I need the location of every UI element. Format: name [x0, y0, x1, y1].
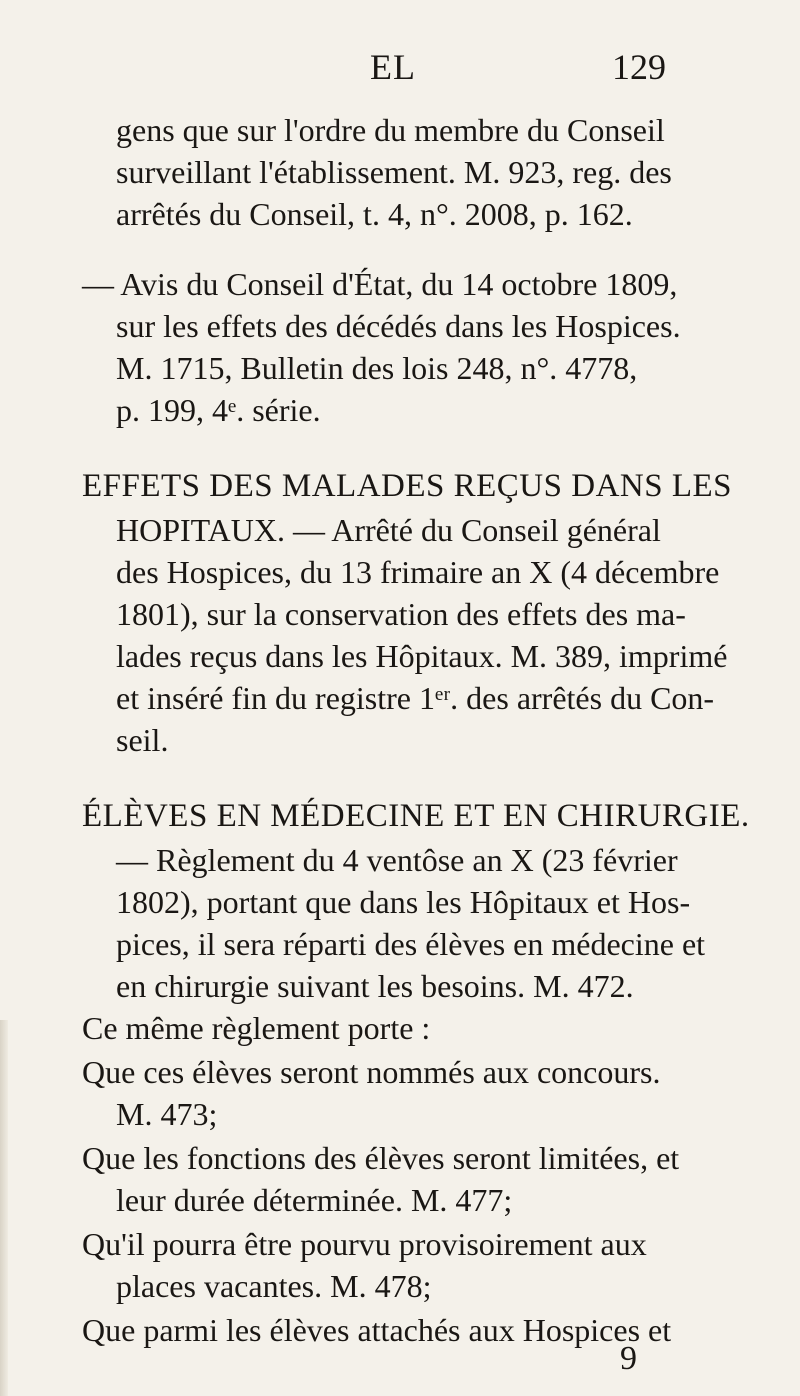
section-heading: EFFETS DES MALADES REÇUS DANS LES	[82, 468, 733, 504]
text-line: 1802), portant que dans les Hôpitaux et Hos-	[116, 884, 691, 920]
text-line: — Avis du Conseil d'État, du 14 octobre 1809,	[82, 266, 678, 302]
text-line: p. 199, 4ᵉ. série.	[116, 392, 321, 428]
running-head-title: EL	[370, 47, 416, 87]
text-line: M. 473;	[116, 1096, 218, 1132]
text-line: M. 1715, Bulletin des lois 248, n°. 4778,	[116, 350, 638, 386]
signature-mark: 9	[620, 1340, 637, 1377]
text-line: leur durée déterminée. M. 477;	[116, 1182, 513, 1218]
text-line: lades reçus dans les Hôpitaux. M. 389, imprimé	[116, 638, 728, 674]
running-header	[0, 38, 800, 98]
text-line: arrêtés du Conseil, t. 4, n°. 2008, p. 162.	[116, 196, 633, 232]
text-line: HOPITAUX. — Arrêté du Conseil général	[116, 512, 661, 548]
text-line: Que les fonctions des élèves seront limitées, et	[82, 1140, 680, 1176]
text-line: sur les effets des décédés dans les Hospices.	[116, 308, 681, 344]
text-line: — Règlement du 4 ventôse an X (23 février	[116, 842, 678, 878]
text-line: et inséré fin du registre 1ᵉʳ. des arrêtés du Con-	[116, 680, 715, 716]
text-line: places vacantes. M. 478;	[116, 1268, 432, 1304]
text-line: surveillant l'établissement. M. 923, reg. des	[116, 154, 672, 190]
page-number: 129	[612, 47, 666, 87]
text-line: Ce même règlement porte :	[82, 1010, 431, 1046]
text-line: des Hospices, du 13 frimaire an X (4 décembre	[116, 554, 720, 590]
text-line: Qu'il pourra être pourvu provisoirement aux	[82, 1226, 647, 1262]
text-line: gens que sur l'ordre du membre du Conseil	[116, 112, 665, 148]
page-edge-shadow	[0, 1020, 8, 1396]
text-line: Que ces élèves seront nommés aux concours.	[82, 1054, 661, 1090]
text-line: pices, il sera réparti des élèves en médecine et	[116, 926, 706, 962]
text-line: en chirurgie suivant les besoins. M. 472.	[116, 968, 634, 1004]
text-line: seil.	[116, 722, 169, 758]
text-line: Que parmi les élèves attachés aux Hospices et	[82, 1312, 672, 1348]
text-line: 1801), sur la conservation des effets des ma-	[116, 596, 686, 632]
section-heading: ÉLÈVES EN MÉDECINE ET EN CHIRURGIE.	[82, 798, 750, 834]
